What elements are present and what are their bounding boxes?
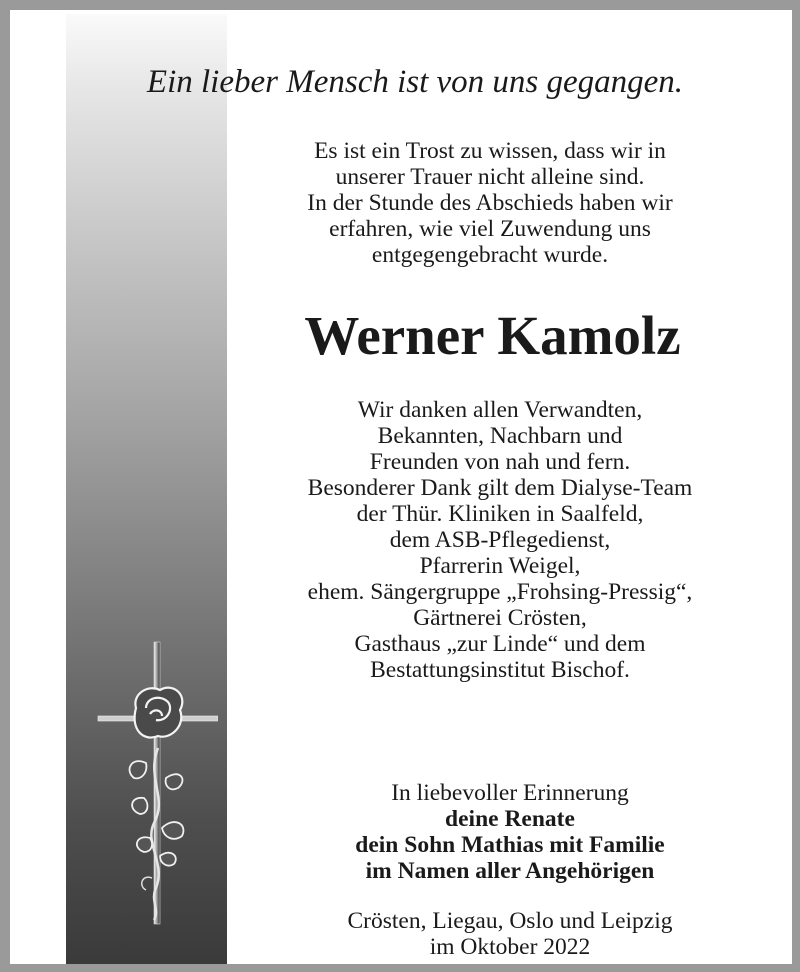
thanks-line: Gasthaus „zur Linde“ und dem (354, 631, 646, 657)
thanks-line: Bestattungsinstitut Bischof. (370, 657, 630, 683)
obituary-card (10, 10, 792, 964)
thanks-line: Freunden von nah und fern. (369, 449, 631, 475)
intro-line: entgegengebracht wurde. (371, 242, 609, 268)
signature-name: dein Sohn Mathias mit Familie (355, 832, 665, 858)
intro-line: erfahren, wie viel Zuwendung uns (329, 216, 651, 242)
thanks-line: Wir danken allen Verwandten, (357, 397, 643, 423)
thanks-text (230, 397, 770, 683)
thanks-line: ehem. Sängergruppe „Frohsing-Pressig“, (307, 579, 693, 605)
thanks-line: dem ASB-Pflegedienst, (389, 527, 611, 553)
signature-name: deine Renate (445, 806, 575, 832)
thanks-line: Gärtnerei Crösten, (413, 605, 587, 631)
intro-line: In der Stunde des Abschieds haben wir (307, 190, 673, 216)
thanks-line: Pfarrerin Weigel, (419, 553, 581, 579)
headline: Ein lieber Mensch ist von uns gegangen. (146, 64, 684, 100)
thanks-line: Besonderer Dank gilt dem Dialyse-Team (307, 475, 693, 501)
signature-intro: In liebevoller Erinnerung (391, 780, 629, 806)
places: Crösten, Liegau, Oslo und Leipzig (347, 908, 673, 934)
date: im Oktober 2022 (429, 934, 591, 960)
thanks-line: der Thür. Kliniken in Saalfeld, (356, 501, 644, 527)
signature-name: im Namen aller Angehörigen (365, 858, 655, 884)
deceased-name: Werner Kamolz (304, 305, 681, 366)
intro-line: Es ist ein Trost zu wissen, dass wir in (314, 138, 666, 164)
thanks-line: Bekannten, Nachbarn und (377, 423, 623, 449)
place-date (230, 908, 790, 960)
cross-with-rose-icon (88, 638, 218, 928)
signature-block (230, 780, 790, 884)
intro-text (230, 138, 750, 268)
intro-line: unserer Trauer nicht alleine sind. (335, 164, 645, 190)
